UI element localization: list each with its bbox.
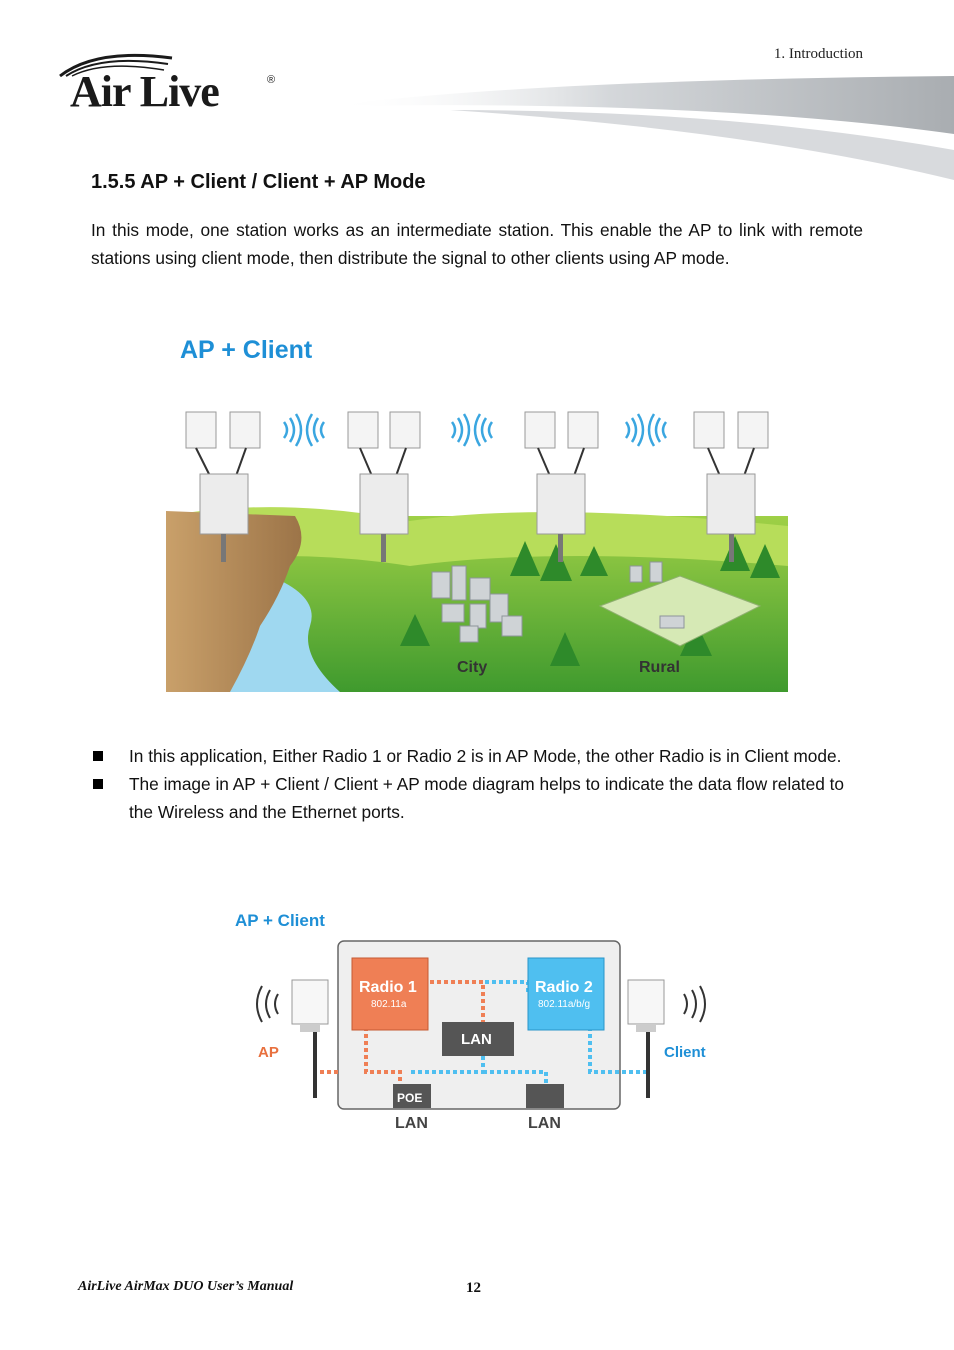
ap-wireless-wave-icon	[257, 986, 278, 1022]
ap-client-dataflow-diagram	[228, 904, 728, 1144]
radio2-standard: 802.11a/b/g	[538, 999, 591, 1010]
logo-registered-mark: ®	[267, 74, 276, 86]
lan-port	[526, 1084, 564, 1108]
wireless-wave-icons	[284, 414, 666, 446]
client-label: Client	[664, 1044, 706, 1061]
poe-port-label: POE	[397, 1091, 423, 1105]
bullet-list	[91, 742, 871, 826]
airlive-logo	[56, 46, 286, 116]
footer-manual-title: AirLive AirMax DUO User’s Manual	[78, 1279, 294, 1294]
intro-paragraph: In this mode, one station works as an intermediate station. This enable the AP to link with remote stations using client mode, then distribute the signal to other clients using AP mode.	[91, 220, 863, 268]
bullet-item: In this application, Either Radio 1 or Radio 2 is in AP Mode, the other Radio is in Client mode.	[91, 742, 871, 770]
logo-text: Air Live	[70, 67, 219, 116]
header-decorative-band	[330, 70, 954, 180]
chapter-label: 1. Introduction	[773, 46, 863, 62]
bullet-item: The image in AP + Client / Client + AP mode diagram helps to indicate the data flow related to the Wireless and the Ethernet ports.	[91, 770, 871, 826]
ap-antenna	[292, 980, 328, 1024]
city-label: City	[457, 659, 488, 676]
page-number: 12	[466, 1280, 481, 1296]
lan-switch-label: LAN	[461, 1031, 492, 1048]
section-title: 1.5.5 AP + Client / Client + AP Mode	[91, 171, 426, 193]
lan-label-left: LAN	[395, 1115, 428, 1132]
radio2-label: Radio 2	[535, 979, 593, 996]
figure2-title: AP + Client	[235, 911, 325, 930]
square-bullet-icon	[93, 779, 103, 789]
figure1-title: AP + Client	[180, 336, 313, 364]
radio1-label: Radio 1	[359, 979, 417, 996]
rural-label: Rural	[639, 659, 680, 676]
client-wireless-wave-icon	[684, 986, 705, 1022]
client-antenna	[628, 980, 664, 1024]
square-bullet-icon	[93, 751, 103, 761]
ap-client-landscape-figure	[160, 326, 790, 696]
ap-label: AP	[258, 1044, 279, 1061]
lan-label-right: LAN	[528, 1115, 561, 1132]
radio1-standard: 802.11a	[371, 999, 407, 1010]
